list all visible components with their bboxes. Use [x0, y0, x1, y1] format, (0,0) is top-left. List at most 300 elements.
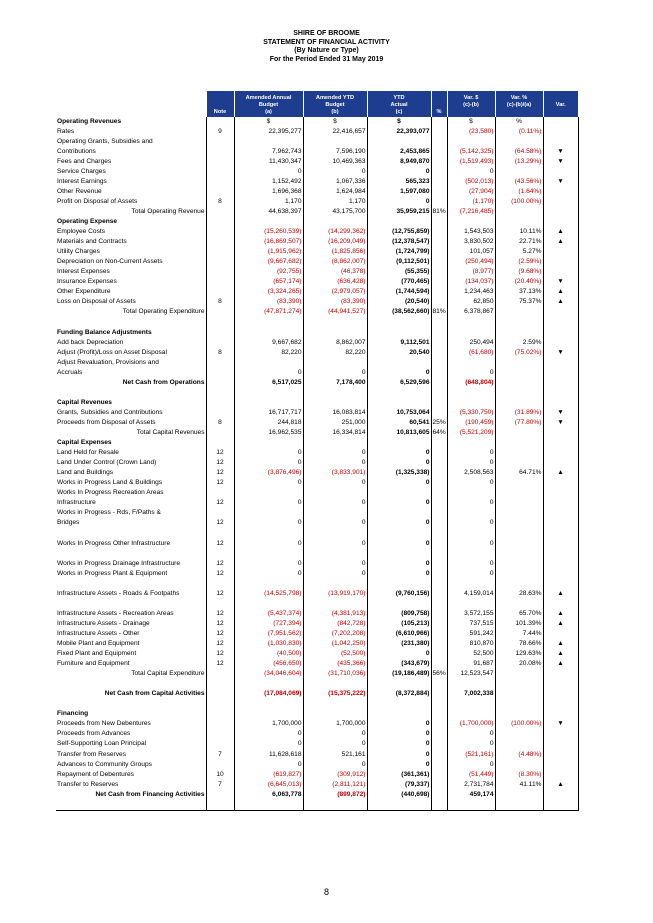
variance-indicator — [543, 388, 578, 398]
ytd-actual-cell — [367, 549, 431, 559]
percent-cell — [431, 388, 447, 398]
annual-budget-cell: (5,437,374) — [234, 609, 303, 619]
percent-cell — [431, 639, 447, 649]
variance-amount-cell: (521,161) — [447, 750, 495, 760]
note-cell: 12 — [206, 569, 234, 579]
annual-budget-cell — [234, 800, 303, 811]
table-row — [56, 408, 578, 418]
annual-budget-cell — [234, 488, 303, 498]
table-row — [56, 358, 578, 368]
variance-percent-cell — [495, 599, 543, 609]
note-cell — [206, 368, 234, 378]
row-label: Advances to Community Groups — [57, 760, 152, 768]
percent-cell: 81% — [431, 207, 447, 217]
ytd-budget-cell: (3,833,901) — [303, 468, 367, 478]
note-cell: 12 — [206, 448, 234, 458]
table-row — [56, 227, 578, 237]
ytd-budget-cell: 7,178,400 — [303, 378, 367, 388]
row-label: Depreciation on Non-Current Assets — [57, 258, 163, 266]
variance-percent-cell — [495, 478, 543, 488]
ytd-budget-cell: 16,083,814 — [303, 408, 367, 418]
variance-amount-cell: 0 — [447, 760, 495, 770]
ytd-actual-cell: (361,361) — [367, 770, 431, 780]
variance-percent-cell — [495, 699, 543, 709]
column-header: Var. % — [495, 95, 543, 102]
ytd-budget-cell — [303, 699, 367, 709]
percent-cell — [431, 277, 447, 287]
financial-activity-table — [56, 91, 579, 811]
variance-indicator — [543, 498, 578, 508]
column-header — [56, 95, 206, 102]
annual-budget-cell: (17,084,069) — [234, 689, 303, 699]
ytd-budget-cell — [303, 800, 367, 811]
row-label: Proceeds from Disposal of Assets — [57, 418, 156, 426]
variance-percent-cell — [495, 328, 543, 338]
percent-cell — [431, 750, 447, 760]
table-row — [56, 267, 578, 277]
ytd-budget-cell: (435,366) — [303, 659, 367, 669]
percent-cell — [431, 629, 447, 639]
variance-amount-cell: (1,519,493) — [447, 157, 495, 167]
table-row — [56, 739, 578, 749]
row-label: Self-Supporting Loan Principal — [57, 740, 147, 748]
column-header: Actual — [367, 102, 431, 109]
ytd-actual-cell: 10,753,064 — [367, 408, 431, 418]
column-header: Var. — [543, 102, 578, 109]
column-header — [206, 95, 234, 102]
variance-amount-cell: 3,830,502 — [447, 237, 495, 247]
row-label: Employee Costs — [57, 228, 106, 236]
note-cell: 12 — [206, 559, 234, 569]
variance-indicator — [543, 629, 578, 639]
note-cell: 8 — [206, 418, 234, 428]
ytd-actual-cell: 1,597,080 — [367, 187, 431, 197]
variance-percent-cell — [495, 790, 543, 800]
variance-indicator — [543, 539, 578, 549]
annual-budget-cell: (456,650) — [234, 659, 303, 669]
percent-cell — [431, 699, 447, 709]
percent-cell — [431, 800, 447, 811]
ytd-budget-cell: (636,428) — [303, 277, 367, 287]
variance-percent-cell: 7.44% — [495, 629, 543, 639]
variance-indicator — [543, 729, 578, 739]
variance-amount-cell — [447, 358, 495, 368]
ytd-actual-cell — [367, 679, 431, 689]
percent-cell — [431, 257, 447, 267]
note-cell — [206, 699, 234, 709]
annual-budget-cell: 0 — [234, 368, 303, 378]
variance-percent-cell: (2.59%) — [495, 257, 543, 267]
annual-budget-cell — [234, 217, 303, 227]
percent-cell: 25% — [431, 418, 447, 428]
ytd-budget-cell: (44,941,527) — [303, 307, 367, 317]
ytd-actual-cell: 8,949,870 — [367, 157, 431, 167]
ytd-actual-cell: (12,755,859) — [367, 227, 431, 237]
note-cell — [206, 739, 234, 749]
variance-amount-cell: (8,977) — [447, 267, 495, 277]
variance-percent-cell: (4.48%) — [495, 750, 543, 760]
ytd-actual-cell: (12,378,547) — [367, 237, 431, 247]
annual-budget-cell: 0 — [234, 739, 303, 749]
variance-amount-cell: 0 — [447, 448, 495, 458]
arrow-down-icon: ▼ — [543, 147, 578, 157]
annual-budget-cell — [234, 679, 303, 689]
table-row — [56, 589, 578, 599]
ytd-budget-cell — [303, 599, 367, 609]
ytd-budget-cell: 0 — [303, 559, 367, 569]
percent-cell — [431, 559, 447, 569]
annual-budget-cell: (657,174) — [234, 277, 303, 287]
annual-budget-cell: 0 — [234, 569, 303, 579]
table-row — [56, 549, 578, 559]
ytd-budget-cell: (842,728) — [303, 619, 367, 629]
table-row — [56, 257, 578, 267]
variance-amount-cell: 6,378,867 — [447, 307, 495, 317]
table-row — [56, 559, 578, 569]
annual-budget-cell: (16,869,507) — [234, 237, 303, 247]
variance-indicator — [543, 559, 578, 569]
variance-percent-cell: (100.00%) — [495, 719, 543, 729]
variance-indicator — [543, 398, 578, 408]
table-row — [56, 468, 578, 478]
ytd-budget-cell: 0 — [303, 368, 367, 378]
note-cell — [206, 398, 234, 408]
note-cell: 12 — [206, 619, 234, 629]
arrow-up-icon: ▲ — [543, 237, 578, 247]
variance-percent-cell — [495, 559, 543, 569]
column-header — [543, 109, 578, 116]
ytd-actual-cell: 565,323 — [367, 177, 431, 187]
percent-cell — [431, 147, 447, 157]
variance-percent-cell: 101.39% — [495, 619, 543, 629]
annual-budget-cell: 16,717,717 — [234, 408, 303, 418]
variance-indicator — [543, 579, 578, 589]
ytd-budget-cell — [303, 217, 367, 227]
table-row — [56, 770, 578, 780]
row-label — [56, 679, 206, 689]
variance-indicator — [543, 448, 578, 458]
ytd-actual-cell — [367, 709, 431, 719]
percent-cell — [431, 378, 447, 388]
column-header: Note — [206, 109, 234, 116]
variance-amount-cell: 52,500 — [447, 649, 495, 659]
variance-amount-cell: 737,515 — [447, 619, 495, 629]
annual-budget-cell — [234, 388, 303, 398]
row-label: Other Expenditure — [57, 288, 111, 296]
variance-amount-cell: 459,174 — [447, 790, 495, 800]
note-cell — [206, 488, 234, 498]
variance-indicator — [543, 569, 578, 579]
annual-budget-cell: (727,394) — [234, 619, 303, 629]
percent-cell — [431, 539, 447, 549]
annual-budget-cell: (83,390) — [234, 297, 303, 307]
note-cell — [206, 528, 234, 538]
variance-amount-cell: (648,804) — [447, 378, 495, 388]
variance-percent-cell — [495, 569, 543, 579]
statement-subtitle: (By Nature or Type) — [294, 47, 359, 54]
annual-budget-cell: (3,876,496) — [234, 468, 303, 478]
row-label: Net Cash from Operations — [122, 378, 205, 386]
table-row — [56, 518, 578, 528]
ytd-budget-cell: (8,862,007) — [303, 257, 367, 267]
ytd-actual-cell — [367, 318, 431, 328]
note-cell: 7 — [206, 780, 234, 790]
variance-indicator — [543, 689, 578, 699]
total-row — [56, 207, 578, 217]
variance-percent-cell — [495, 800, 543, 811]
table-row — [56, 277, 578, 287]
ytd-actual-cell: (55,355) — [367, 267, 431, 277]
variance-percent-cell — [495, 679, 543, 689]
variance-indicator — [543, 197, 578, 207]
note-cell — [206, 669, 234, 679]
variance-percent-cell — [495, 398, 543, 408]
variance-percent-cell: 10.11% — [495, 227, 543, 237]
variance-percent-cell — [495, 760, 543, 770]
table-row — [56, 137, 578, 147]
row-label: Add back Depreciation — [57, 338, 124, 346]
percent-cell — [431, 488, 447, 498]
percent-cell — [431, 297, 447, 307]
ytd-actual-cell: 10,813,605 — [367, 428, 431, 438]
ytd-budget-cell — [303, 388, 367, 398]
percent-cell — [431, 328, 447, 338]
variance-percent-cell — [495, 458, 543, 468]
table-row — [56, 418, 578, 428]
variance-amount-cell: 4,159,014 — [447, 589, 495, 599]
ytd-budget-cell: 0 — [303, 760, 367, 770]
note-cell — [206, 729, 234, 739]
annual-budget-cell: 82,220 — [234, 348, 303, 358]
row-label: Materials and Contracts — [57, 238, 127, 246]
ytd-actual-cell — [367, 388, 431, 398]
row-label: Furniture and Equipment — [57, 660, 130, 668]
percent-cell — [431, 659, 447, 669]
variance-percent-cell — [495, 669, 543, 679]
column-header: (c) — [367, 109, 431, 116]
variance-amount-cell: 591,242 — [447, 629, 495, 639]
row-label: Accruals — [57, 368, 83, 376]
variance-amount-cell: (27,904) — [447, 187, 495, 197]
percent-cell — [431, 448, 447, 458]
table-row — [56, 760, 578, 770]
variance-percent-cell: 65.70% — [495, 609, 543, 619]
ytd-actual-cell: 0 — [367, 750, 431, 760]
note-cell — [206, 247, 234, 257]
variance-amount-cell: (61,680) — [447, 348, 495, 358]
note-cell: 7 — [206, 750, 234, 760]
variance-amount-cell — [447, 699, 495, 709]
ytd-actual-cell: (105,213) — [367, 619, 431, 629]
row-label: Total Capital Revenues — [136, 429, 205, 437]
percent-cell — [431, 227, 447, 237]
variance-percent-cell — [495, 579, 543, 589]
ytd-actual-cell: (809,758) — [367, 609, 431, 619]
variance-percent-cell: (0.11%) — [495, 127, 543, 137]
ytd-actual-cell — [367, 137, 431, 147]
arrow-down-icon: ▼ — [543, 157, 578, 167]
ytd-actual-cell — [367, 579, 431, 589]
note-cell — [206, 207, 234, 217]
variance-indicator — [543, 508, 578, 518]
variance-amount-cell: $ — [447, 117, 495, 127]
variance-indicator — [543, 117, 578, 127]
ytd-actual-cell: 0 — [367, 448, 431, 458]
variance-indicator — [543, 257, 578, 267]
table-row — [56, 539, 578, 549]
variance-percent-cell — [495, 528, 543, 538]
variance-amount-cell: 0 — [447, 729, 495, 739]
ytd-actual-cell: (1,325,338) — [367, 468, 431, 478]
row-label: Interest Earnings — [57, 177, 107, 185]
percent-cell — [431, 528, 447, 538]
annual-budget-cell: (3,324,265) — [234, 287, 303, 297]
annual-budget-cell: (92,755) — [234, 267, 303, 277]
ytd-budget-cell: 251,000 — [303, 418, 367, 428]
note-cell: 9 — [206, 127, 234, 137]
variance-percent-cell: 129.63% — [495, 649, 543, 659]
note-cell — [206, 358, 234, 368]
arrow-up-icon: ▲ — [543, 649, 578, 659]
ytd-actual-cell: (9,112,501) — [367, 257, 431, 267]
variance-percent-cell: % — [495, 117, 543, 127]
ytd-budget-cell — [303, 318, 367, 328]
table-row — [56, 297, 578, 307]
column-header: YTD — [367, 95, 431, 102]
arrow-up-icon: ▲ — [543, 609, 578, 619]
variance-percent-cell: 28.63% — [495, 589, 543, 599]
variance-amount-cell — [447, 528, 495, 538]
annual-budget-cell: 11,628,618 — [234, 750, 303, 760]
row-label: Mobile Plant and Equipment — [57, 640, 140, 648]
ytd-budget-cell: 10,469,363 — [303, 157, 367, 167]
ytd-budget-cell: 1,170 — [303, 197, 367, 207]
ytd-actual-cell: 0 — [367, 197, 431, 207]
annual-budget-cell: $ — [234, 117, 303, 127]
variance-amount-cell: 0 — [447, 739, 495, 749]
column-header — [56, 102, 206, 109]
table-row — [56, 528, 578, 538]
percent-cell — [431, 790, 447, 800]
ytd-actual-cell: 9,112,501 — [367, 338, 431, 348]
table-row — [56, 629, 578, 639]
ytd-actual-cell: 0 — [367, 739, 431, 749]
ytd-actual-cell: (231,380) — [367, 639, 431, 649]
percent-cell — [431, 609, 447, 619]
table-row — [56, 448, 578, 458]
variance-percent-cell: (13.29%) — [495, 157, 543, 167]
total-row — [56, 307, 578, 317]
variance-indicator — [543, 358, 578, 368]
annual-budget-cell — [234, 599, 303, 609]
ytd-actual-cell: 0 — [367, 539, 431, 549]
annual-budget-cell: 0 — [234, 498, 303, 508]
annual-budget-cell: 0 — [234, 729, 303, 739]
annual-budget-cell: 0 — [234, 559, 303, 569]
variance-percent-cell — [495, 217, 543, 227]
variance-indicator — [543, 438, 578, 448]
table-row — [56, 287, 578, 297]
ytd-actual-cell: 35,959,215 — [367, 207, 431, 217]
percent-cell — [431, 137, 447, 147]
percent-cell — [431, 468, 447, 478]
row-label: Land and Buildings — [57, 469, 114, 477]
annual-budget-cell: (47,871,274) — [234, 307, 303, 317]
percent-cell — [431, 438, 447, 448]
percent-cell — [431, 217, 447, 227]
annual-budget-cell — [234, 358, 303, 368]
annual-budget-cell — [234, 709, 303, 719]
variance-amount-cell — [447, 709, 495, 719]
table-row — [56, 167, 578, 177]
annual-budget-cell: 0 — [234, 458, 303, 468]
table-row — [56, 569, 578, 579]
page-number: 8 — [323, 887, 329, 897]
table-row — [56, 599, 578, 609]
column-header: Var. $ — [447, 95, 495, 102]
percent-cell: 81% — [431, 307, 447, 317]
annual-budget-cell: (9,667,682) — [234, 257, 303, 267]
org-name: SHIRE OF BROOME — [293, 30, 360, 37]
variance-amount-cell — [447, 328, 495, 338]
variance-indicator — [543, 378, 578, 388]
table-row — [56, 127, 578, 137]
variance-percent-cell: 75.37% — [495, 297, 543, 307]
note-cell — [206, 579, 234, 589]
note-cell: 8 — [206, 197, 234, 207]
ytd-actual-cell — [367, 398, 431, 408]
variance-amount-cell: 101,057 — [447, 247, 495, 257]
row-label: Works in Progress Drainage Infrastructure — [57, 559, 181, 567]
variance-amount-cell: 0 — [447, 368, 495, 378]
variance-percent-cell: (43.56%) — [495, 177, 543, 187]
variance-indicator — [543, 137, 578, 147]
ytd-actual-cell: (38,562,660) — [367, 307, 431, 317]
note-cell: 8 — [206, 297, 234, 307]
variance-percent-cell — [495, 729, 543, 739]
percent-cell — [431, 368, 447, 378]
row-label: Repayment of Debentures — [57, 770, 134, 778]
ytd-actual-cell: 60,541 — [367, 418, 431, 428]
note-cell — [206, 760, 234, 770]
arrow-down-icon: ▼ — [543, 177, 578, 187]
table-row — [56, 458, 578, 468]
ytd-budget-cell: 16,334,814 — [303, 428, 367, 438]
percent-cell — [431, 167, 447, 177]
note-cell: 12 — [206, 629, 234, 639]
variance-amount-cell: (190,459) — [447, 418, 495, 428]
variance-percent-cell — [495, 207, 543, 217]
variance-percent-cell: 5.27% — [495, 247, 543, 257]
row-label: Utility Charges — [57, 248, 100, 256]
ytd-budget-cell: 0 — [303, 539, 367, 549]
note-cell — [206, 167, 234, 177]
ytd-actual-cell: 20,540 — [367, 348, 431, 358]
column-header: (b) — [303, 109, 367, 116]
table-row — [56, 348, 578, 358]
percent-cell — [431, 157, 447, 167]
section-row — [56, 217, 578, 227]
percent-cell — [431, 649, 447, 659]
variance-indicator — [543, 518, 578, 528]
annual-budget-cell: 0 — [234, 448, 303, 458]
row-label — [56, 549, 206, 559]
table-row — [56, 679, 578, 689]
note-cell — [206, 438, 234, 448]
variance-indicator — [543, 318, 578, 328]
ytd-actual-cell: 0 — [367, 719, 431, 729]
note-cell — [206, 117, 234, 127]
